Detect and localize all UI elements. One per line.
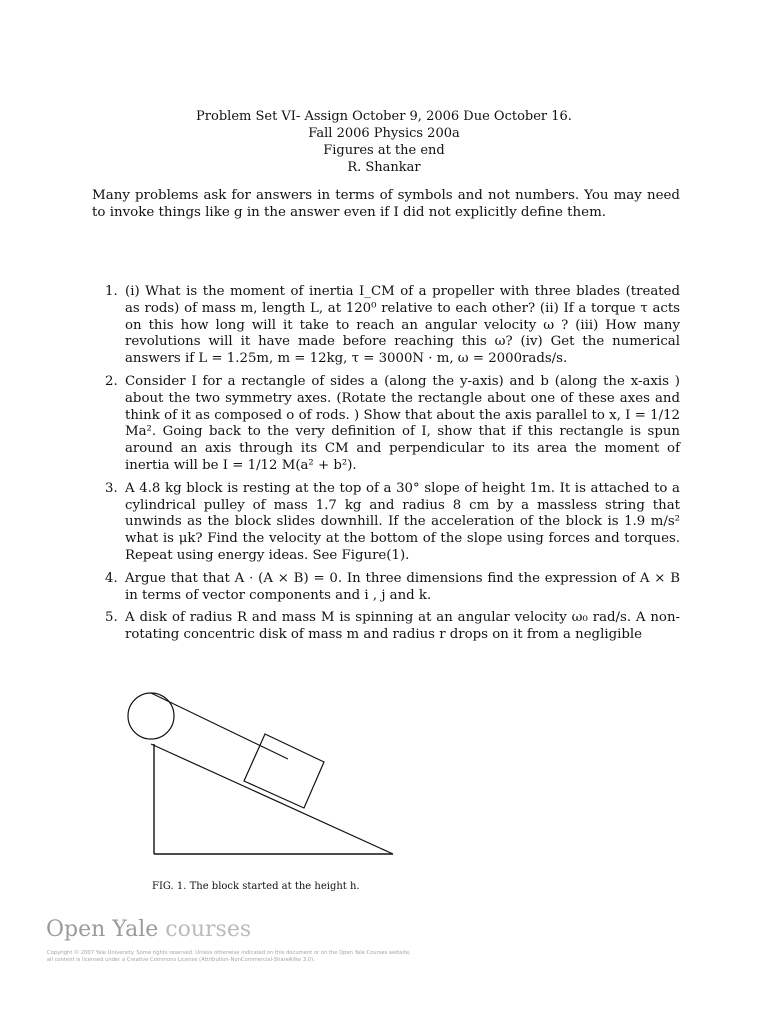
problem-number: 2. (105, 373, 118, 389)
problem-text: (i) What is the moment of inertia I_CM of a propeller with three blades (treated as rods) of mass m, length L, at 120⁰ relative to each other? (ii) If a torque τ acts on this how long will it take to reach an angular velocity ω ? (iii) How many revolutions will it have made before reaching this ω? (iv) Get the numerical answers if L = 1.25m, m = 12kg, τ = 3000N · m, ω = 2000rads/s. (125, 284, 680, 367)
header-line-3: Figures at the end (323, 143, 445, 158)
problem-item (92, 374, 680, 475)
problem-item (92, 481, 680, 565)
header-line-2: Fall 2006 Physics 200a (308, 126, 460, 141)
problem-number: 1. (105, 284, 118, 299)
document-header (0, 108, 768, 176)
problem-item (92, 610, 680, 644)
incline-figure (125, 688, 395, 858)
pulley (128, 693, 174, 739)
header-line-4: R. Shankar (347, 160, 421, 175)
intro-paragraph: Many problems ask for answers in terms of symbols and not numbers. You may need to invoke things like g in the answer even if I did not explicitly define them. (92, 188, 680, 220)
header-line-1: Problem Set VI- Assign October 9, 2006 Due October 16. (196, 109, 572, 124)
problem-number: 4. (105, 570, 118, 586)
problem-item (92, 571, 680, 605)
incline-slope (151, 744, 393, 854)
sliding-block (244, 734, 324, 808)
problem-number: 5. (105, 610, 118, 626)
open-yale-courses-logo (46, 916, 251, 944)
problem-item (92, 284, 680, 368)
brand-open-yale: Open Yale (46, 917, 159, 942)
copyright-notice: Copyright © 2007 Yale University. Some rights reserved. Unless otherwise indicated on this document or on the Open Yale Courses website, all content is licensed under a Creative Commons License (Attribution-NonCommercial-ShareAlike 3.0). (47, 950, 411, 963)
problem-text: A disk of radius R and mass M is spinning at an angular velocity ω₀ rad/s. A non-rotating concentric disk of mass m and radius r drops on it from a negligible (125, 610, 680, 643)
problem-number: 3. (105, 480, 118, 496)
problem-text: Consider I for a rectangle of sides a (along the y-axis) and b (along the x-axis ) about the two symmetry axes. (Rotate the rectangle about one of these axes and think of it as composed o of rods. ) Show that about the axis parallel to x, I = 1/12 Ma². Going back to the very definition of I, show that if this rectangle is spun around an axis through its CM and perpendicular to its area the moment of inertia will be I = 1/12 M(a² + b²). (125, 373, 680, 473)
figure-caption: FIG. 1. The block started at the height h. (152, 881, 360, 892)
problem-list (92, 284, 680, 650)
brand-courses: courses (165, 917, 252, 942)
problem-text: A 4.8 kg block is resting at the top of a 30° slope of height 1m. It is attached to a cylindrical pulley of mass 1.7 kg and radius 8 cm by a massless string that unwinds as the block slides downhill. If the acceleration of the block is 1.9 m/s² what is μk? Find the velocity at the bottom of the slope using forces and torques. Repeat using energy ideas. See Figure(1). (125, 480, 680, 563)
problem-text: Argue that that A · (A × B) = 0. In three dimensions find the expression of A × B in terms of vector components and i , j and k. (125, 570, 680, 603)
